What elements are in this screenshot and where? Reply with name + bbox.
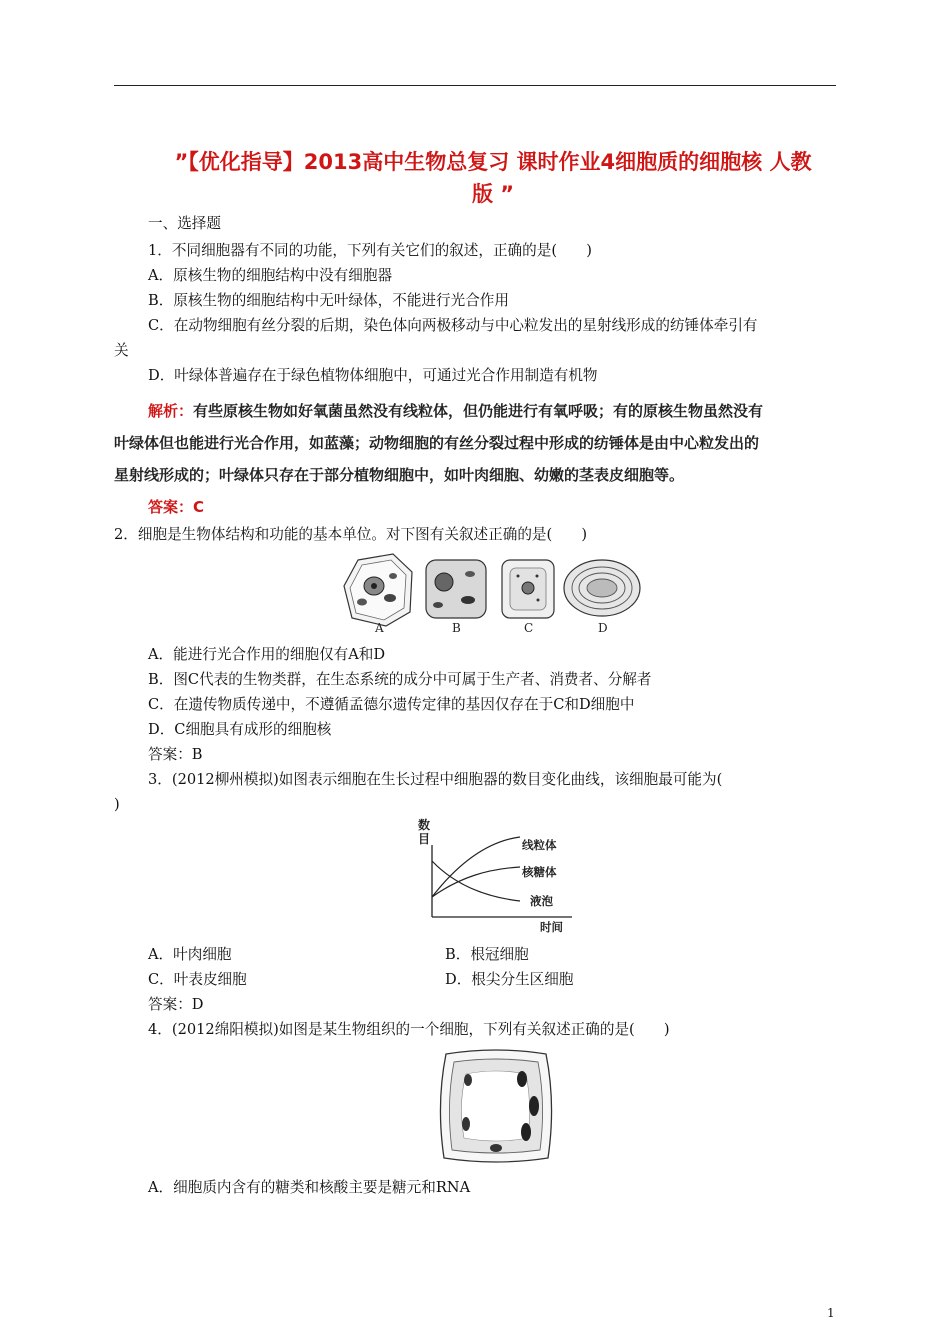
fig-label-d: D — [598, 621, 608, 635]
q1-analysis-text1: 有些原核生物如好氧菌虽然没有线粒体，但仍能进行有氧呼吸；有的原核生物虽然没有 — [193, 402, 764, 420]
fig-label-c: C — [524, 621, 534, 635]
q2-option-a: A．能进行光合作用的细胞仅有A和D — [148, 646, 386, 663]
q1-analysis-line3: 星射线形成的；叶绿体只存在于部分植物细胞中，如叶肉细胞、幼嫩的茎表皮细胞等。 — [114, 466, 685, 484]
cell-c-image — [502, 560, 554, 618]
document-title — [148, 146, 838, 210]
title-line-1: ”【优化指导】2013高中生物总复习 课时作业4细胞质的细胞核 人教 — [174, 150, 812, 174]
q4-cell-image — [432, 1044, 560, 1168]
q1-answer — [148, 497, 204, 517]
q1-analysis-line1 — [148, 401, 763, 421]
q4-stem: 4．(2012绵阳模拟)如图是某生物组织的一个细胞，下列有关叙述正确的是( ) — [148, 1021, 670, 1038]
cell-b-image — [426, 560, 486, 618]
q1-analysis-line2: 叶绿体但也能进行光合作用，如蓝藻；动物细胞的有丝分裂过程中形成的纺锤体是由中心粒发出的 — [114, 434, 760, 452]
q2-option-c: C．在遗传物质传递中，不遵循孟德尔遗传定律的基因仅存在于C和D细胞中 — [148, 696, 635, 713]
q1-analysis-label: 解析： — [148, 402, 194, 420]
q2-answer: 答案：B — [148, 746, 203, 763]
q3-stem-line1: 3．(2012柳州模拟)如图表示细胞在生长过程中细胞器的数目变化曲线，该细胞最可能为( — [148, 771, 723, 788]
q3-answer: 答案：D — [148, 996, 204, 1013]
series-label-ribosome: 核糖体 — [522, 865, 557, 879]
q4-option-a: A．细胞质内含有的糖类和核酸主要是糖元和RNA — [148, 1179, 471, 1196]
q2-option-d: D．C细胞具有成形的细胞核 — [148, 721, 332, 738]
q2-cell-figure — [338, 550, 648, 640]
title-line-2: 版 ” — [471, 182, 515, 206]
q3-stem-line2: ) — [114, 796, 120, 813]
cell-d-image — [564, 560, 640, 616]
q1-stem: 1．不同细胞器有不同的功能，下列有关它们的叙述，正确的是( ) — [148, 242, 592, 259]
series-label-vacuole: 液泡 — [530, 894, 553, 908]
q1-answer-value: C — [193, 498, 205, 516]
q1-option-c-line2: 关 — [114, 342, 129, 359]
chart-xlabel: 时间 — [540, 920, 563, 934]
page-number: 1 — [827, 1306, 835, 1320]
fig-label-b: B — [452, 621, 461, 635]
q3-option-b: B．根冠细胞 — [445, 946, 529, 963]
q1-option-d: D．叶绿体普遍存在于绿色植物体细胞中，可通过光合作用制造有机物 — [148, 367, 598, 384]
q1-option-c-line1: C．在动物细胞有丝分裂的后期，染色体向两极移动与中心粒发出的星射线形成的纺锤体牵引有 — [148, 317, 758, 334]
q1-answer-label: 答案： — [148, 498, 194, 516]
fig-label-a: A — [375, 621, 384, 635]
q1-option-b: B．原核生物的细胞结构中无叶绿体，不能进行光合作用 — [148, 292, 509, 309]
chart-ylabel-1: 数 — [418, 818, 431, 832]
section-heading: 一、选择题 — [148, 215, 221, 232]
cell-a-image — [344, 554, 412, 626]
series-label-mitochondria: 线粒体 — [522, 838, 557, 852]
q3-option-d: D．根尖分生区细胞 — [445, 971, 574, 988]
chart-ylabel-2: 目 — [418, 832, 431, 846]
q2-option-b: B．图C代表的生物类群，在生态系统的成分中可属于生产者、消费者、分解者 — [148, 671, 652, 688]
q1-option-a: A．原核生物的细胞结构中没有细胞器 — [148, 267, 393, 284]
q3-curve-chart — [410, 815, 590, 937]
q2-stem: 2．细胞是生物体结构和功能的基本单位。对下图有关叙述正确的是( ) — [114, 526, 588, 543]
q3-option-a: A．叶肉细胞 — [148, 946, 232, 963]
q3-option-c: C．叶表皮细胞 — [148, 971, 247, 988]
header-rule — [114, 85, 836, 86]
